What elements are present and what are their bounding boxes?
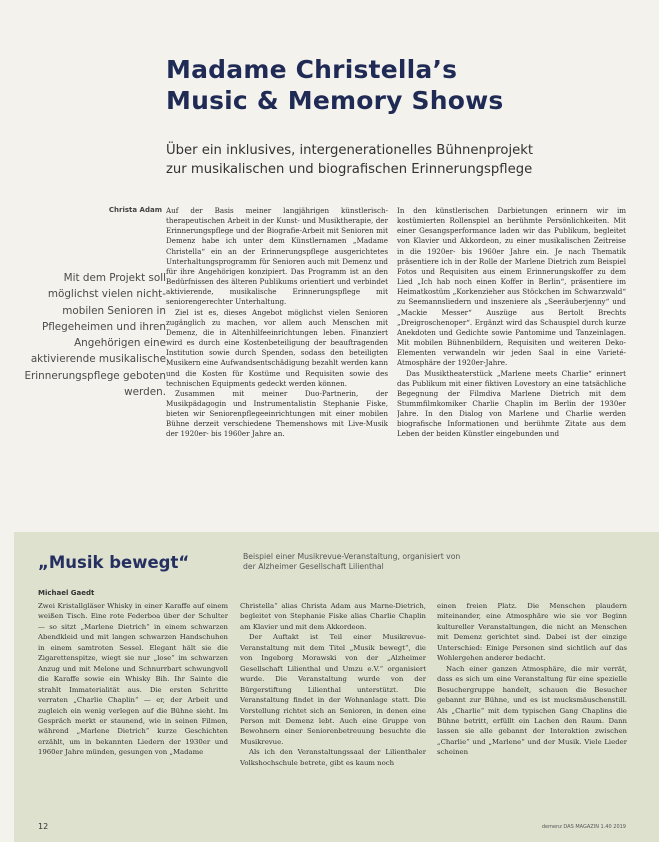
- article-column-2: [397, 206, 626, 506]
- paragraph: einen freien Platz. Die Menschen plaudern miteinander, eine Atmosphäre wie sie vor Beginn kultureller Veranstaltungen, die nicht an Menschen mit Demenz gerichtet sind. Dabei ist der einzige Unterschied: Einige Personen sind sichtlich auf das Wohlergehen anderer bedacht.: [437, 602, 627, 663]
- paragraph: Christella“ alias Christa Adam aus Marne-Dietrich, begleitet von Stephanie Fiske alias Charlie Chaplin am Klavier und mit dem Akkordeon.: [240, 602, 426, 631]
- paragraph: Das Musiktheaterstück „Marlene meets Charlie“ erinnert das Publikum mit einer fiktiven Lovestory an eine tatsächliche Begegnung der Filmdiva Marlene Dietrich mit dem Stummfilmkomiker Charlie Chaplin im Berlin der 1930er Jahre. In den Dialog von Marlene und Charlie werden biografische Informationen und berühmte Zitate aus dem Leben der beiden Künstler eingebunden und: [397, 368, 626, 439]
- paragraph: Zusammen mit meiner Duo-Partnerin, der Musikpädagogin und Instrumentalistin Stephanie Fiske, bieten wir Seniorenpflegeeinrichtungen mit einer mobilen Bühne derzeit verschiedene Themenshows mit Live-Musik der 1920er- bis 1960er Jahre an.: [166, 388, 388, 439]
- sidebar-column-2: [240, 601, 426, 811]
- paragraph: Auf der Basis meiner langjährigen künstlerisch-therapeutischen Arbeit in der Kunst- und Musiktherapie, der Erinnerungspflege und der Biografie-Arbeit mit Senioren mit Demenz habe ich unter dem Künstlernamen „Madame Christella“ ein an der Erinnerungspflege ausgerichtetes Unterhaltungsprogramm für Senioren auch mit Demenz und für ihre Angehörigen konzipiert. Das Programm ist an den Bedürfnissen des älteren Publikums orientiert und verbindet aktivierende, musikalische Erinnerungspflege mit seniorengerechter Unterhaltung.: [166, 206, 388, 307]
- sidebar-title: „Musik bewegt“: [38, 553, 190, 572]
- title-line-2: Music & Memory Shows: [166, 86, 504, 115]
- sidebar-author: Michael Gaedt: [38, 589, 95, 597]
- sidebar-column-1: [38, 601, 228, 811]
- subtitle-line-1: Über ein inklusives, intergenerationelles Bühnenprojekt: [166, 143, 534, 158]
- paragraph: Zwei Kristallgläser Whisky in einer Karaffe auf einem weißen Tisch. Eine rote Federboa über der Schulter — so sitzt „Marlene Dietrich“ in einem schwarzen Abendkleid und mit langen schwarzen Handschuhen in einem samtroten Sessel. Elegant hält sie die Zigarettenspitze, wiegt sie nur „lose“ im schwarzen Anzug und mit Melone und Schnurrbart schwungvoll die Karaffe sowie ein Whisky Bih. Ihr Sainte die strahlt Immaterialität aus. Die ersten Schritte verraten „Charlie Chaplin“ — er, der Arbeit und zugleich ein wenig verlegen auf die Bühne sieht. Im Gespräch merkt er staunend, wie in seinen Filmen, während „Marlene Dietrich“ kurze Geschichten erzählt, um in bekannten Liedern der 1930er und 1960er Jahre münden, gesungen von „Madame: [38, 602, 228, 757]
- pull-quote: Mit dem Projekt soll möglichst vielen nicht-mobilen Senioren in Pflegeheimen und ihren Angehörigen eine aktivierende musikalische Erinnerungspflege geboten werden.: [24, 272, 166, 399]
- article-author: Christa Adam: [108, 206, 162, 214]
- article-title: [166, 54, 626, 116]
- subtitle-line-2: zur musikalischen und biografischen Erinnerungspflege: [166, 162, 533, 177]
- paragraph: In den künstlerischen Darbietungen erinnern wir im kostümierten Rollenspiel an berühmte Persönlichkeiten. Mit einer Gesangsperformance laden wir das Publikum, begleitet von Klavier und Akkordeon, zu einer musikalischen Zeitreise in die 1920er- bis 1960er Jahre ein. Je nach Thematik präsentiere ich in der Rolle der Marlene Dietrich zum Beispiel Fotos und Requisiten aus einem Erinnerungskoffer zu dem Lied „Ich hab noch einen Koffer in Berlin“, präsentiere im Heimatkostüm „Korkenzieher aus Stöckchen im Schwarzwald“ zu Seemannsliedern und inszeniere als „Seeräuberjenny“ und „Mackie Messer“ Auszüge aus Bertolt Brechts „Dreigroschenoper“. Ergänzt wird das Schauspiel durch kurze Anekdoten und Gedichte sowie Pantomime und Tanzeinlagen. Mit mobilen Bühnenbildern, Requisiten und weiteren Deko-Elementen verwandeln wir jeden Saal in eine Varieté-Atmosphäre der 1920er-Jahre.: [397, 206, 626, 368]
- paragraph: Als ich den Veranstaltungssaal der Lilienthaler Volkshochschule betrete, gibt es kaum noch: [240, 748, 426, 767]
- page-number: 12: [38, 822, 49, 831]
- journal-footer: demenz DAS MAGAZIN 1.40 2019: [541, 824, 626, 830]
- title-line-1: Madame Christella’s: [166, 55, 458, 84]
- article-column-1: [166, 206, 388, 506]
- sidebar-column-3: [437, 601, 627, 811]
- paragraph: Ziel ist es, dieses Angebot möglichst vielen Senioren zugänglich zu machen, vor allem auch Menschen mit Demenz, die in Altenhilfeeinrichtungen leben. Finanziert wird es durch eine Kostenbeteiligung der beauftragenden Institution sowie durch Spenden, sodass den beteiligten Musikern eine Aufwandsentschädigung bezahlt werden kann und die Kosten für Kostüme und Requisiten sowie des technischen Equipments gedeckt werden können.: [166, 307, 388, 388]
- paragraph: Der Auftakt ist Teil einer Musikrevue-Veranstaltung mit dem Titel „Musik bewegt“, die von Ingeborg Morawski von der „Alzheimer Gesellschaft Lilienthal und Umzu e.V.“ organisiert wurde. Die Veranstaltung wurde von der Bürgerstiftung Lilienthal unterstützt. Die Veranstaltung findet in der Wohnanlage statt. Die Vorstellung richtet sich an Senioren, in denen eine Person mit Demenz lebt. Auch eine Gruppe von Bewohnern einer Seniorenbetreuung besuchte die Musikrevue.: [240, 633, 426, 746]
- paragraph: Nach einer ganzen Atmosphäre, die mir verrät, dass es sich um eine Veranstaltung für eine spezielle Besuchergruppe handelt, schauen die Besucher gebannt zur Bühne, und es ist mucksmäuschenstill. Als „Charlie“ mit dem typischen Gang Chaplins die Bühne betritt, erfüllt ein Lachen den Raum. Dann lassen sie alle gebannt der Interaktion zwischen „Charlie“ und „Marlene“ und der Musik. Viele Lieder scheinen: [437, 664, 627, 757]
- sidebar-caption: Beispiel einer Musikrevue-Veranstaltung, organisiert von der Alzheimer Gesellschaft Lilienthal: [243, 552, 461, 572]
- article-subtitle: [166, 141, 626, 179]
